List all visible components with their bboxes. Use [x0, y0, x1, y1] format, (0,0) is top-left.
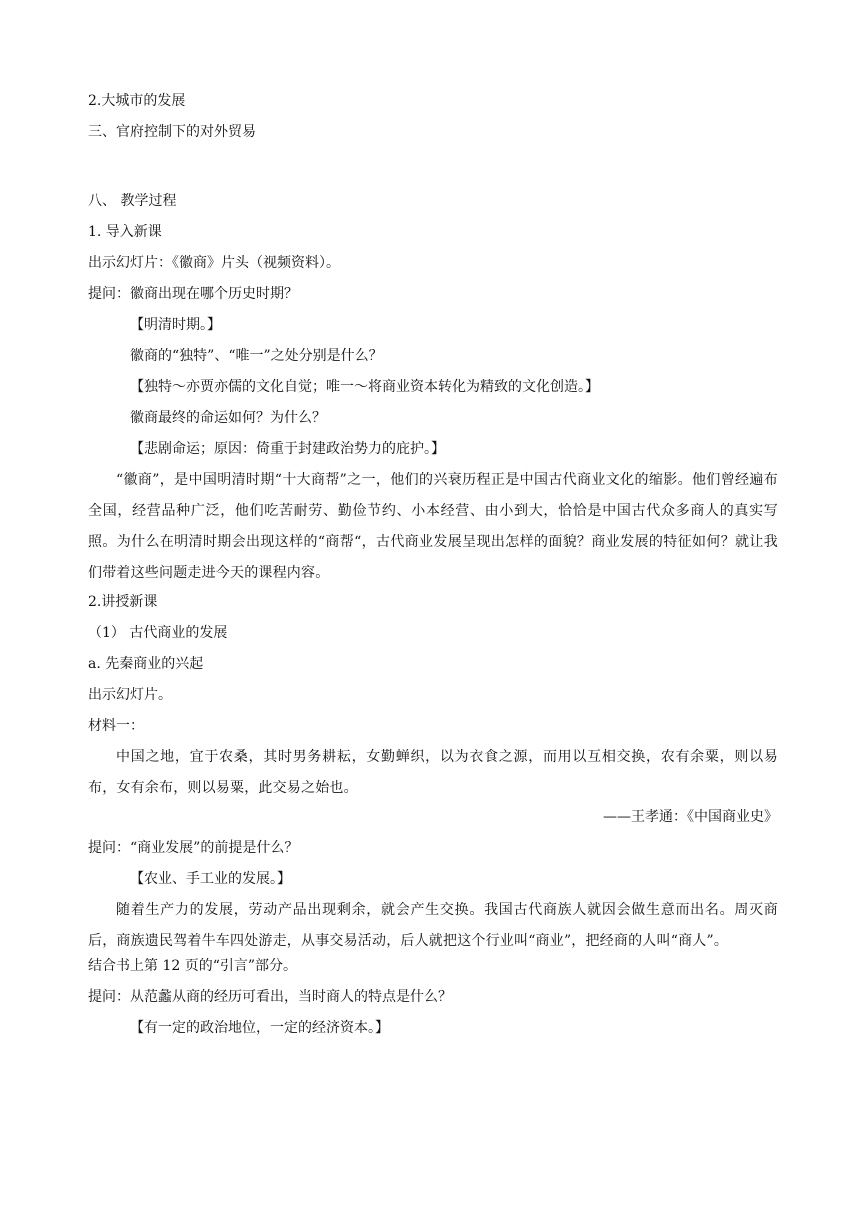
outline-section-heading: 三、官府控制下的对外贸易: [88, 124, 256, 140]
answer-line: 【明清时期。】: [130, 317, 221, 333]
question-line: 提问：从范蠡从商的经历可看出，当时商人的特点是什么？: [88, 989, 452, 1005]
outline-item: 2.大城市的发展: [88, 93, 186, 109]
text-line: 出示幻灯片：《徽商》片头（视频资料）。: [88, 255, 340, 271]
body-paragraph: “徽商”，是中国明清时期“十大商帮”之一，他们的兴衰历程正是中国古代商业文化的缩影。他们曾经遍布全国，经营品种广泛，他们吃苦耐劳、勤俭节约、小本经营、由小到大，恰恰是中国古代众多商人的真实写照。为什么在明清时期会出现这样的“商帮“，古代商业发展呈现出怎样的面貌？商业发展的特征如何？就让我们带着这些问题走进今天的课程内容。: [88, 472, 778, 581]
answer-line: 【悲剧命运；原因：倚重于封建政治势力的庇护。】: [130, 441, 445, 457]
document-page: [88, 90, 778, 1048]
topic-heading: （1） 古代商业的发展: [88, 625, 228, 641]
subsection-heading: 1. 导入新课: [88, 224, 162, 240]
subsection-heading: 2.讲授新课: [88, 594, 158, 610]
section-heading: 八、 教学过程: [88, 193, 177, 209]
body-paragraph: 随着生产力的发展，劳动产品出现剩余，就会产生交换。我国古代商族人就因会做生意而出名。周灭商后，商族遗民驾着牛车四处游走，从事交易活动，后人就把这个行业叫“商业”，把经商的人叫“商人”。: [88, 902, 778, 949]
answer-line: 【农业、手工业的发展。】: [130, 871, 291, 887]
topic-subheading: a. 先秦商业的兴起: [88, 656, 204, 672]
text-line: 出示幻灯片。: [88, 687, 172, 703]
text-line: 结合书上第 12 页的“引言”部分。: [88, 958, 298, 974]
question-line: 提问：“商业发展”的前提是什么？: [88, 840, 299, 856]
answer-line: 【有一定的政治地位，一定的经济资本。】: [130, 1020, 389, 1036]
quoted-material: 中国之地，宜于农桑，其时男务耕耘，女勤蝉织，以为衣食之源，而用以互相交换，农有余粟，则以易布，女有余布，则以易粟，此交易之始也。: [88, 749, 778, 796]
material-label: 材料一：: [88, 718, 144, 734]
question-line: 徽商的“独特”、“唯一”之处分别是什么？: [130, 348, 383, 364]
answer-line: 【独特～亦贾亦儒的文化自觉；唯一～将商业资本转化为精致的文化创造。】: [130, 379, 599, 395]
blank-gap: [88, 152, 778, 190]
citation: ——王孝通：《中国商业史》: [603, 809, 778, 825]
question-line: 提问：徽商出现在哪个历史时期？: [88, 286, 298, 302]
question-line: 徽商最终的命运如何？为什么？: [130, 410, 326, 426]
